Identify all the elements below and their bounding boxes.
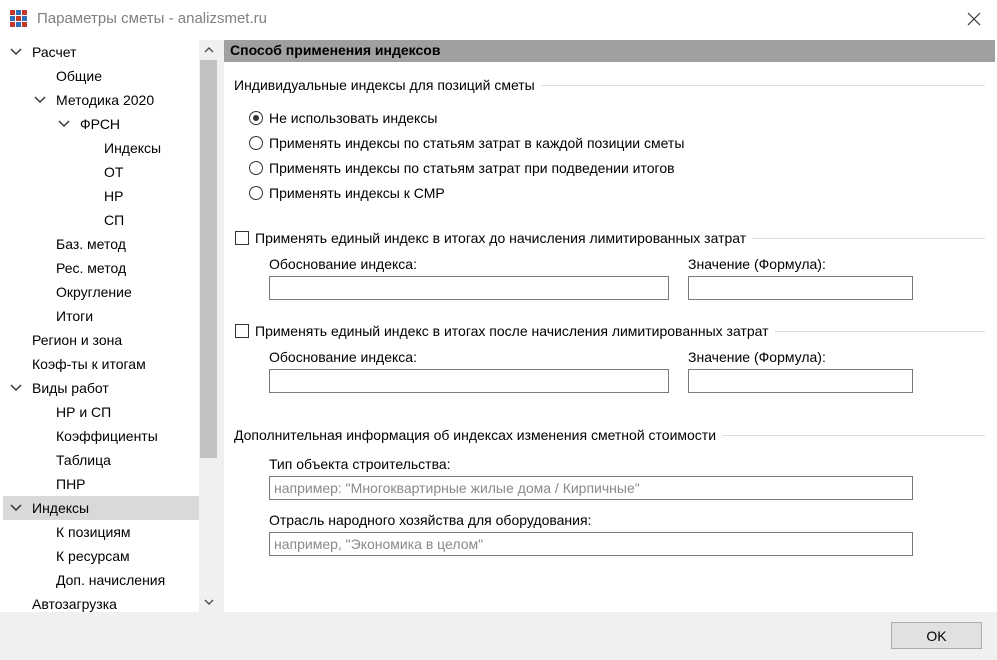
industry-input[interactable] [269, 532, 913, 556]
object-type-label: Тип объекта строительства: [269, 456, 451, 472]
tree-item[interactable] [3, 112, 199, 136]
tree-item-label: Рес. метод [56, 260, 127, 276]
radio-no-indexes[interactable] [249, 108, 437, 128]
tree-item[interactable] [3, 64, 199, 88]
ok-button[interactable]: OK [891, 622, 982, 649]
tree-item[interactable] [3, 496, 199, 520]
tree-item[interactable] [3, 136, 199, 160]
tree-item[interactable] [3, 184, 199, 208]
tree-item[interactable] [3, 448, 199, 472]
tree-item-label: Автозагрузка [32, 596, 117, 612]
radio-button[interactable] [249, 136, 263, 150]
value-input-before[interactable] [688, 276, 913, 300]
radio-at-totals[interactable] [249, 158, 675, 178]
basis-input-before[interactable] [269, 276, 669, 300]
tree-item[interactable] [3, 568, 199, 592]
basis-input-after[interactable] [269, 369, 669, 393]
tree-item[interactable] [3, 592, 199, 612]
tree-item[interactable] [3, 376, 199, 400]
checkbox-label: Применять единый индекс в итогах после начисления лимитированных затрат [255, 323, 769, 339]
tree-item[interactable] [3, 544, 199, 568]
value-label: Значение (Формула): [688, 349, 826, 365]
tree-item-label: К позициям [56, 524, 131, 540]
close-button[interactable] [961, 6, 987, 32]
tree-item[interactable] [3, 208, 199, 232]
tree-item[interactable] [3, 304, 199, 328]
panel-header [224, 40, 995, 62]
tree-scrollbar[interactable] [199, 40, 218, 612]
tree-item-label: ПНР [56, 476, 86, 492]
tree-item[interactable] [3, 328, 199, 352]
chevron-up-icon [204, 46, 214, 54]
checkbox-after-limited[interactable] [235, 321, 775, 341]
tree-item-label: Коэффициенты [56, 428, 158, 444]
tree-item-label: Баз. метод [56, 236, 126, 252]
tree-item[interactable] [3, 40, 199, 64]
tree-item-label: Индексы [104, 140, 162, 156]
tree-item-label: К ресурсам [56, 548, 130, 564]
basis-label: Обоснование индекса: [269, 256, 417, 272]
tree-item-label: СП [104, 212, 125, 228]
panel-header-title: Способ применения индексов [230, 42, 441, 58]
tree-item-label: НР [104, 188, 124, 204]
value-label: Значение (Формула): [688, 256, 826, 272]
scroll-up-button[interactable] [199, 40, 218, 60]
tree-item-label: Общие [56, 68, 103, 84]
individual-group-title: Индивидуальные индексы для позиций сметы [234, 77, 541, 93]
tree-item[interactable] [3, 256, 199, 280]
window-title: Параметры сметы - analizsmet.ru [37, 10, 267, 27]
tree-item-label: ФРСН [80, 116, 121, 132]
radio-label: Применять индексы по статьям затрат в каждой позиции сметы [269, 135, 685, 151]
tree-item[interactable] [3, 160, 199, 184]
value-input-after[interactable] [688, 369, 913, 393]
tree-item[interactable] [3, 352, 199, 376]
object-type-input[interactable] [269, 476, 913, 500]
app-grid-icon [10, 10, 30, 28]
close-icon [967, 12, 981, 26]
radio-label: Применять индексы по статьям затрат при подведении итогов [269, 160, 675, 176]
tree-item-label: Расчет [32, 44, 77, 60]
radio-label: Не использовать индексы [269, 110, 438, 126]
additional-group-title: Дополнительная информация об индексах изменения сметной стоимости [234, 427, 722, 443]
checkbox-label: Применять единый индекс в итогах до начисления лимитированных затрат [255, 230, 747, 246]
scroll-thumb[interactable] [200, 60, 217, 458]
tree-item-label: Итоги [56, 308, 94, 324]
tree-item[interactable] [3, 232, 199, 256]
chevron-down-icon [204, 598, 214, 606]
tree-item-label: Регион и зона [32, 332, 123, 348]
scroll-down-button[interactable] [199, 592, 218, 612]
tree-item[interactable] [3, 424, 199, 448]
chevron-down-icon[interactable] [10, 47, 22, 57]
title-bar [0, 0, 997, 38]
tree-item-label: ОТ [104, 164, 124, 180]
tree-item-label: Индексы [32, 500, 90, 516]
tree-item-label: Методика 2020 [56, 92, 155, 108]
checkbox-before-limited[interactable] [235, 228, 752, 248]
radio-label: Применять индексы к СМР [269, 185, 445, 201]
tree-item-label: Округление [56, 284, 132, 300]
tree-item[interactable] [3, 88, 199, 112]
basis-label: Обоснование индекса: [269, 349, 417, 365]
radio-to-smr[interactable] [249, 183, 445, 203]
industry-label: Отрасль народного хозяйства для оборудования: [269, 512, 592, 528]
chevron-down-icon[interactable] [34, 95, 46, 105]
chevron-down-icon[interactable] [10, 503, 22, 513]
tree-item-label: Виды работ [32, 380, 109, 396]
checkbox[interactable] [235, 324, 249, 338]
tree-item-label: Коэф-ты к итогам [32, 356, 146, 372]
tree-item-label: Таблица [56, 452, 111, 468]
settings-panel [224, 40, 997, 612]
tree-item-label: НР и СП [56, 404, 112, 420]
radio-button[interactable] [249, 186, 263, 200]
tree-item-label: Доп. начисления [56, 572, 166, 588]
radio-button[interactable] [249, 161, 263, 175]
tree-item[interactable] [3, 520, 199, 544]
radio-each-position[interactable] [249, 133, 684, 153]
tree-item[interactable] [3, 280, 199, 304]
tree-item[interactable] [3, 472, 199, 496]
checkbox[interactable] [235, 231, 249, 245]
tree-item[interactable] [3, 400, 199, 424]
chevron-down-icon[interactable] [10, 383, 22, 393]
radio-button[interactable] [249, 111, 263, 125]
chevron-down-icon[interactable] [58, 119, 70, 129]
dialog-footer [0, 612, 997, 660]
settings-tree[interactable] [3, 40, 199, 612]
